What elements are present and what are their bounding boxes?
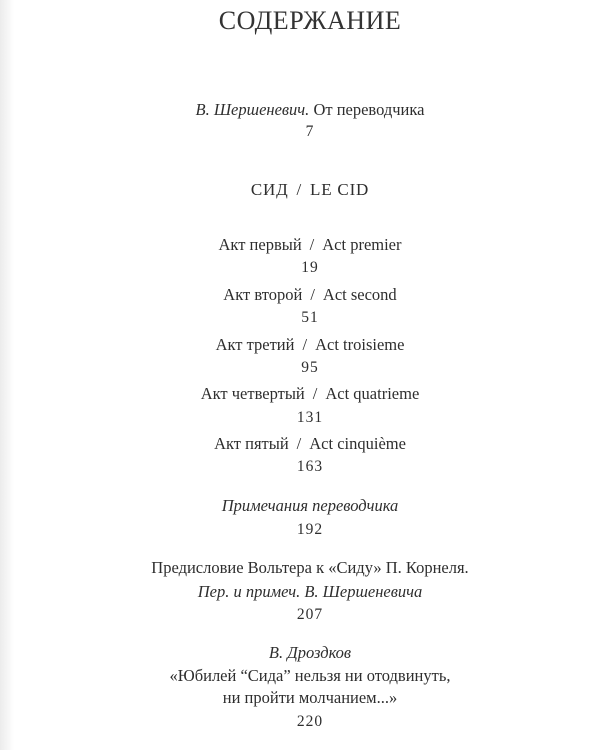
toc-entry-author: В. Дроздков xyxy=(268,643,352,662)
toc-page-number: 207 xyxy=(296,606,324,623)
act-title-ru: Акт четвертый xyxy=(200,384,305,403)
toc-page-number: 192 xyxy=(296,521,324,538)
page-binding-edge xyxy=(0,0,14,750)
toc-entry-essay-title-line-1: «Юбилей “Сида” нельзя ни отодвинуть, xyxy=(169,666,451,685)
toc-heading: СОДЕРЖАНИЕ xyxy=(218,6,402,35)
toc-entry-act-5 xyxy=(20,434,600,454)
title-separator: / xyxy=(309,235,315,254)
toc-entry-title: От переводчика xyxy=(313,100,425,119)
act-title-fr: Act second xyxy=(322,285,397,304)
title-separator: / xyxy=(296,434,302,453)
title-separator: / xyxy=(312,384,318,403)
toc-entry-act-2 xyxy=(20,285,600,305)
toc-entry-act-1 xyxy=(20,235,600,255)
title-separator: / xyxy=(302,335,308,354)
toc-page-number: 163 xyxy=(296,458,324,475)
title-separator: / xyxy=(310,285,315,304)
toc-page-number: 95 xyxy=(301,359,319,376)
act-title-fr: Act premier xyxy=(322,235,402,254)
toc-entry-essay-title-line-2: ни пройти молчанием...» xyxy=(222,688,398,707)
act-title-fr: Act quatrieme xyxy=(325,384,420,403)
act-title-fr: Act troisieme xyxy=(315,335,405,354)
toc-entry-notes: Примечания переводчика xyxy=(221,496,399,515)
toc-entry-author: В. Шершеневич. xyxy=(195,100,310,119)
toc-page-number: 7 xyxy=(305,123,315,140)
toc-entry-subtitle: Пер. и примеч. В. Шершеневича xyxy=(197,582,423,601)
toc-play-title xyxy=(20,180,600,200)
title-separator: / xyxy=(296,180,303,199)
act-title-ru: Акт третий xyxy=(215,335,295,354)
toc-page-number: 19 xyxy=(301,259,319,276)
toc-entry-act-4 xyxy=(20,384,600,404)
act-title-ru: Акт пятый xyxy=(214,434,289,453)
toc-page-number: 51 xyxy=(301,309,319,326)
act-title-fr: Act cinquième xyxy=(309,434,406,453)
toc-page-number: 220 xyxy=(296,713,324,730)
play-title-fr: LE CID xyxy=(310,180,370,199)
act-title-ru: Акт первый xyxy=(218,235,302,254)
toc-entry-voltaire-preface: Предисловие Вольтера к «Сиду» П. Корнеля. xyxy=(151,558,469,577)
act-title-ru: Акт второй xyxy=(223,285,303,304)
toc-entry-act-3 xyxy=(20,335,600,355)
play-title-ru: СИД xyxy=(250,180,289,199)
toc-entry-translator-note xyxy=(20,100,600,120)
toc-page-number: 131 xyxy=(296,409,324,426)
